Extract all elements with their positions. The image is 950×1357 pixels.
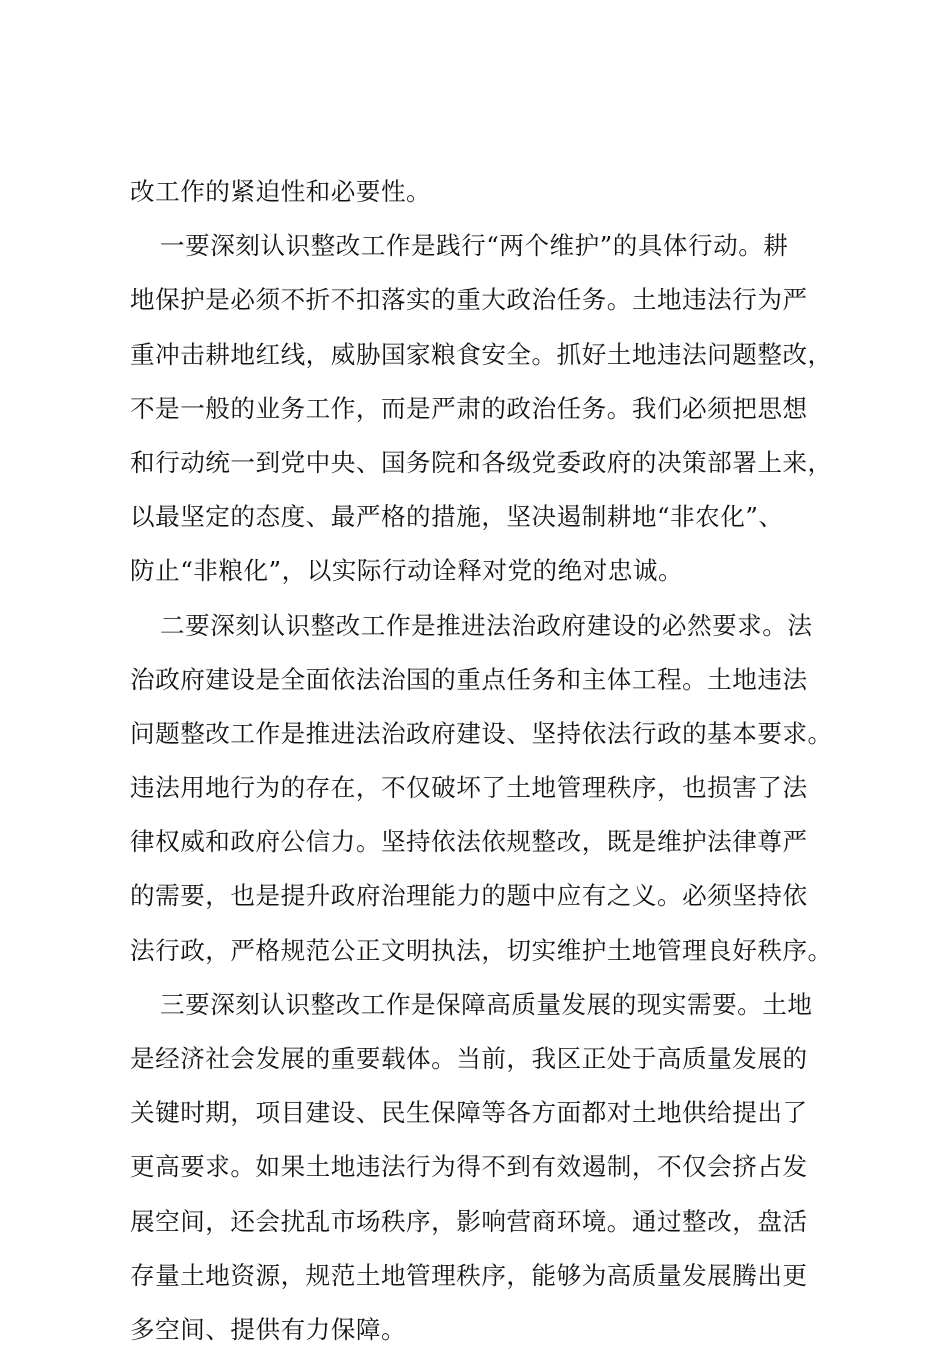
text-line: 以最坚定的态度、最严格的措施，坚决遏制耕地“非农化”、: [130, 502, 784, 532]
text-line: 的需要，也是提升政府治理能力的题中应有之义。必须坚持依: [130, 881, 808, 911]
text-line: 三要深刻认识整改工作是保障高质量发展的现实需要。土地: [160, 989, 813, 1019]
text-line: 和行动统一到党中央、国务院和各级党委政府的决策部署上来，: [130, 447, 833, 477]
document-body: [130, 165, 842, 1357]
text-line: 违法用地行为的存在，不仅破坏了土地管理秩序，也损害了法: [130, 773, 808, 803]
text-line: 法行政，严格规范公正文明执法，切实维护土地管理良好秩序。: [130, 935, 833, 965]
text-line: 律权威和政府公信力。坚持依法依规整改，既是维护法律尊严: [130, 827, 808, 857]
text-line: 是经济社会发展的重要载体。当前，我区正处于高质量发展的: [130, 1044, 808, 1073]
text-line: 防止“非粮化”，以实际行动诠释对党的绝对忠诚。: [130, 556, 684, 586]
text-line: 改工作的紧迫性和必要性。: [130, 177, 432, 206]
text-line: 多空间、提供有力保障。: [130, 1314, 407, 1344]
text-line: 关键时期，项目建设、民生保障等各方面都对土地供给提出了: [130, 1098, 808, 1128]
text-line: 问题整改工作是推进法治政府建设、坚持依法行政的基本要求。: [130, 718, 833, 748]
text-line: 一要深刻认识整改工作是践行“两个维护”的具体行动。耕: [160, 231, 789, 261]
text-line: 重冲击耕地红线，威胁国家粮食安全。抓好土地违法问题整改，: [130, 339, 833, 369]
text-line: 地保护是必须不折不扣落实的重大政治任务。土地违法行为严: [130, 285, 808, 315]
text-line: 展空间，还会扰乱市场秩序，影响营商环境。通过整改，盘活: [130, 1206, 808, 1236]
text-line: 不是一般的业务工作，而是严肃的政治任务。我们必须把思想: [130, 393, 808, 423]
text-line: 存量土地资源，规范土地管理秩序，能够为高质量发展腾出更: [130, 1260, 808, 1290]
text-line: 治政府建设是全面依法治国的重点任务和主体工程。土地违法: [130, 664, 808, 694]
text-line: 更高要求。如果土地违法行为得不到有效遏制，不仅会挤占发: [130, 1152, 808, 1182]
text-line: 二要深刻认识整改工作是推进法治政府建设的必然要求。法: [160, 610, 813, 640]
